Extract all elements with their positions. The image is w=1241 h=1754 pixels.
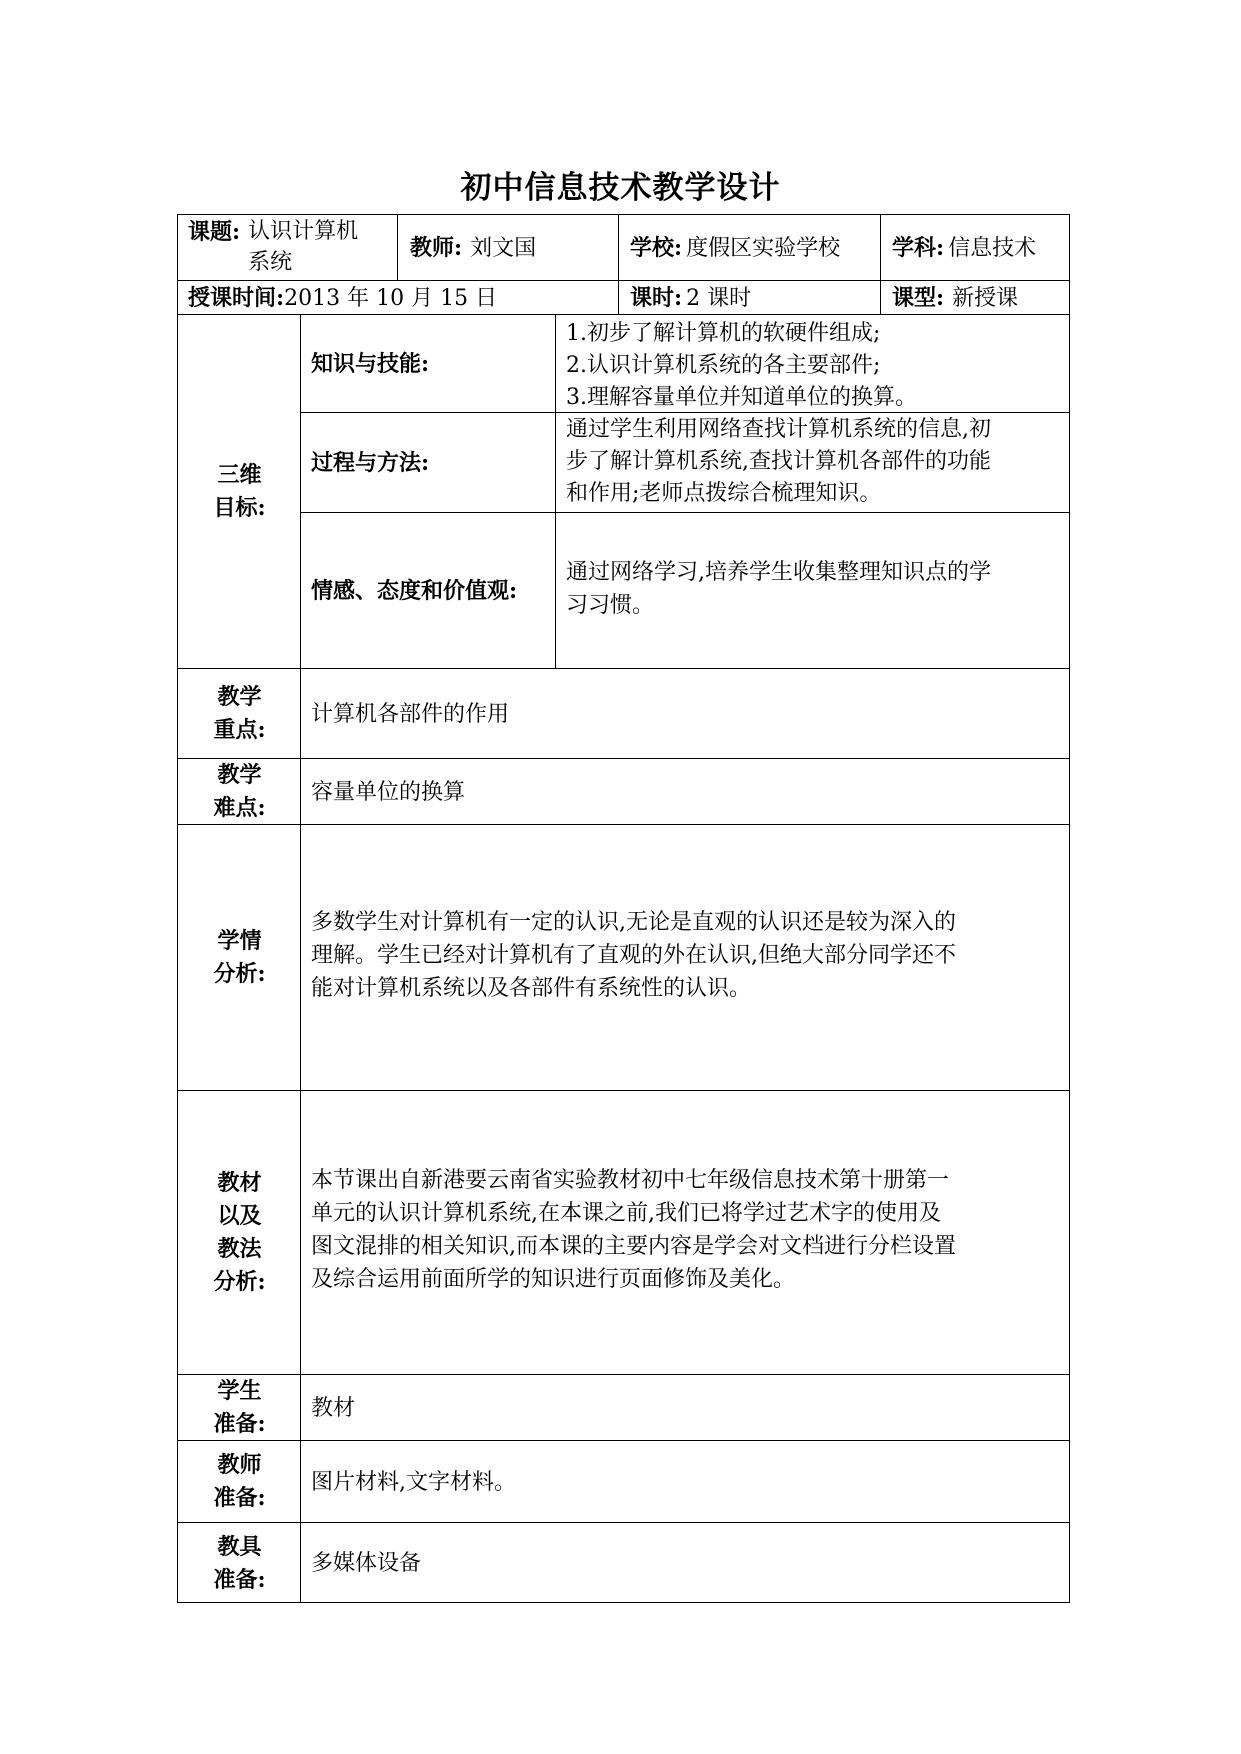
time-value: 2013 年 10 月 15 日 bbox=[284, 285, 498, 311]
row-divider bbox=[177, 668, 1070, 669]
section-label-textbook-analysis bbox=[179, 1092, 300, 1374]
section-content-student-prep: 教材 bbox=[311, 1395, 356, 1421]
teacher-label: 教师: bbox=[410, 234, 463, 261]
goal-line: 1.初步了解计算机的软硬件组成; bbox=[566, 321, 881, 346]
subject-value: 信息技术 bbox=[948, 235, 1037, 261]
time-label: 授课时间: bbox=[188, 284, 285, 311]
topic-value-line1: 认识计算机 bbox=[248, 219, 359, 244]
goal-line: 2.认识计算机系统的各主要部件; bbox=[566, 353, 881, 378]
label-line: 教材 bbox=[217, 1170, 262, 1196]
content-line: 本节课出自新港要云南省实验教材初中七年级信息技术第十册第一 bbox=[311, 1168, 950, 1193]
row-divider bbox=[177, 1090, 1070, 1091]
col-divider bbox=[397, 214, 398, 280]
row-divider bbox=[177, 1440, 1070, 1441]
content-line: 及综合运用前面所学的知识进行页面修饰及美化。 bbox=[311, 1267, 796, 1292]
label-line: 教法 bbox=[217, 1236, 262, 1262]
type-cell bbox=[892, 282, 1068, 314]
section-label-student-prep bbox=[179, 1376, 300, 1440]
section-label-key-points bbox=[179, 670, 300, 758]
row-divider bbox=[300, 512, 1070, 513]
topic-cell bbox=[188, 216, 396, 280]
topic-label: 课题: bbox=[188, 219, 241, 245]
goals-label-line2: 目标: bbox=[213, 495, 266, 521]
label-line: 准备: bbox=[213, 1485, 266, 1511]
school-cell bbox=[630, 216, 878, 280]
col-divider bbox=[555, 314, 556, 668]
label-line: 学生 bbox=[217, 1378, 262, 1404]
page-title: 初中信息技术教学设计 bbox=[460, 170, 781, 206]
col-divider bbox=[880, 214, 881, 314]
hours-label: 课时: bbox=[630, 284, 683, 311]
subject-label: 学科: bbox=[892, 234, 945, 261]
goal-content-process bbox=[566, 414, 1068, 512]
label-line: 以及 bbox=[217, 1203, 262, 1229]
label-line: 教师 bbox=[217, 1452, 262, 1478]
goal-line: 通过学生利用网络查找计算机系统的信息,初 bbox=[566, 417, 991, 442]
content-line: 能对计算机系统以及各部件有系统性的认识。 bbox=[311, 976, 752, 1001]
label-line: 准备: bbox=[213, 1411, 266, 1437]
label-line: 准备: bbox=[213, 1566, 266, 1593]
section-content-difficulties: 容量单位的换算 bbox=[311, 779, 466, 805]
section-label-student-analysis bbox=[179, 826, 300, 1090]
goal-line: 步了解计算机系统,查找计算机各部件的功能 bbox=[566, 449, 991, 474]
section-label-difficulties bbox=[179, 760, 300, 824]
section-content-equipment-prep: 多媒体设备 bbox=[311, 1551, 422, 1576]
type-value: 新授课 bbox=[952, 285, 1019, 311]
col-divider bbox=[300, 314, 301, 1603]
content-line: 图文混排的相关知识,而本课的主要内容是学会对文档进行分栏设置 bbox=[311, 1234, 956, 1259]
goal-content-knowledge bbox=[566, 318, 1068, 412]
label-line: 学情 bbox=[217, 928, 262, 954]
section-label-teacher-prep bbox=[179, 1442, 300, 1522]
topic-value-line2: 系统 bbox=[248, 250, 293, 275]
subject-cell bbox=[892, 216, 1068, 280]
label-line: 难点: bbox=[213, 795, 266, 821]
label-line: 分析: bbox=[213, 1269, 266, 1295]
goal-line: 和作用;老师点拨综合梳理知识。 bbox=[566, 481, 882, 506]
teacher-value: 刘文国 bbox=[470, 235, 537, 261]
content-line: 单元的认识计算机系统,在本课之前,我们已将学过艺术字的使用及 bbox=[311, 1201, 941, 1226]
label-line: 教具 bbox=[217, 1533, 262, 1560]
label-line: 教学 bbox=[217, 684, 262, 710]
row-divider bbox=[177, 758, 1070, 759]
row-divider bbox=[177, 1374, 1070, 1375]
section-label-equipment-prep bbox=[179, 1524, 300, 1603]
content-line: 理解。学生已经对计算机有了直观的外在认识,但绝大部分同学还不 bbox=[311, 943, 956, 968]
goal-line: 通过网络学习,培养学生收集整理知识点的学 bbox=[566, 560, 991, 585]
type-label: 课型: bbox=[892, 284, 945, 311]
label-line: 教学 bbox=[217, 762, 262, 788]
goal-content-attitude bbox=[566, 556, 1068, 636]
goal-name-attitude: 情感、态度和价值观: bbox=[311, 577, 518, 604]
label-line: 分析: bbox=[213, 961, 266, 987]
section-content-teacher-prep: 图片材料,文字材料。 bbox=[311, 1469, 516, 1495]
goals-label-line1: 三维 bbox=[217, 462, 262, 488]
school-value: 度假区实验学校 bbox=[686, 235, 841, 261]
goal-line: 3.理解容量单位并知道单位的换算。 bbox=[566, 385, 917, 410]
goals-label bbox=[179, 316, 300, 668]
goal-name-knowledge: 知识与技能: bbox=[311, 350, 430, 377]
hours-value: 2 课时 bbox=[686, 285, 752, 311]
row-divider bbox=[177, 1522, 1070, 1523]
time-cell bbox=[188, 282, 616, 314]
goal-name-process: 过程与方法: bbox=[311, 449, 430, 476]
content-line: 多数学生对计算机有一定的认识,无论是直观的认识还是较为深入的 bbox=[311, 910, 956, 935]
label-line: 重点: bbox=[213, 717, 266, 743]
goal-line: 习习惯。 bbox=[566, 593, 655, 618]
section-content-key-points: 计算机各部件的作用 bbox=[311, 701, 510, 727]
row-divider bbox=[177, 824, 1070, 825]
hours-cell bbox=[630, 282, 878, 314]
teacher-cell bbox=[410, 216, 616, 280]
school-label: 学校: bbox=[630, 234, 683, 261]
col-divider bbox=[618, 214, 619, 314]
section-content-textbook-analysis bbox=[311, 1164, 1068, 1304]
section-content-student-analysis bbox=[311, 906, 1068, 1016]
